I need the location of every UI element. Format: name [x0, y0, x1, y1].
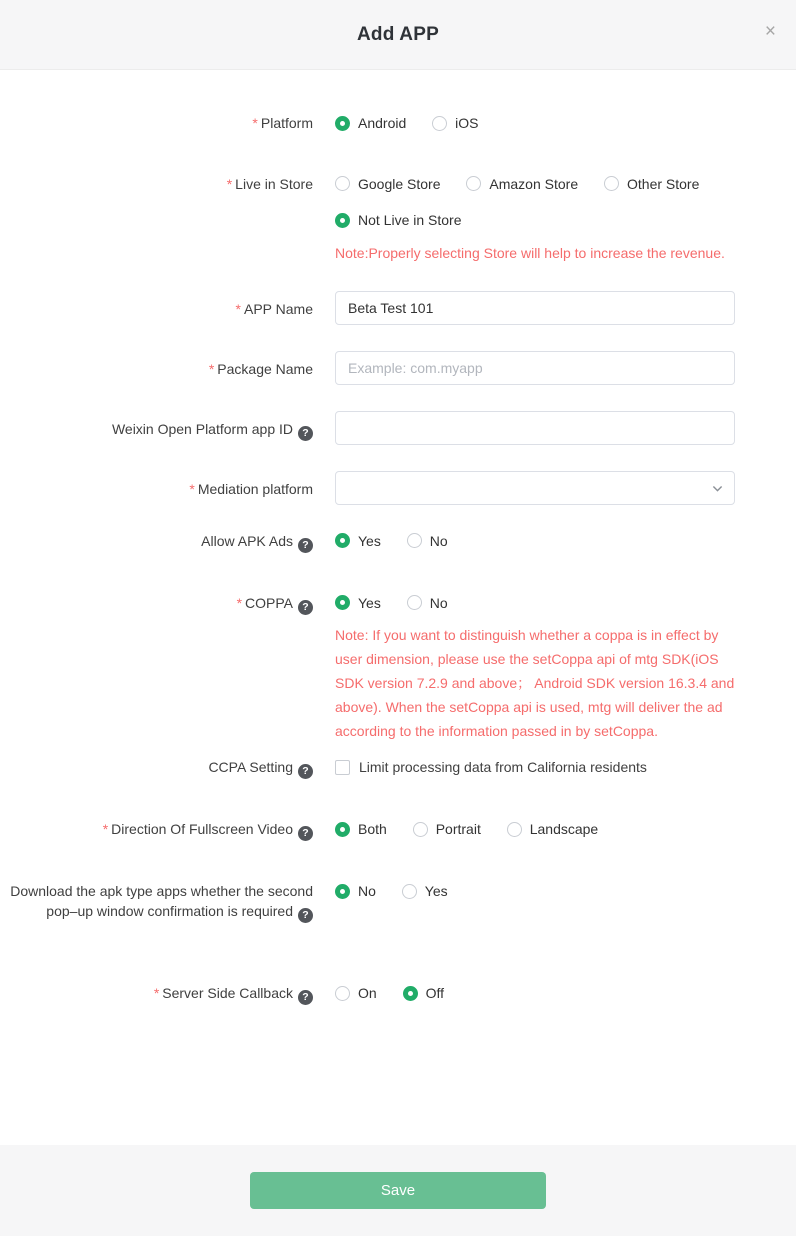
- form-row-weixin-app-id: [0, 411, 796, 445]
- required-asterisk: *: [226, 175, 233, 192]
- radio-coppa-yes[interactable]: [335, 593, 381, 613]
- radio-icon: [403, 986, 418, 1001]
- radio-icon: [335, 533, 350, 548]
- radio-ios[interactable]: [432, 113, 478, 133]
- package-name-label: [0, 351, 335, 379]
- form-row-mediation-platform: [0, 471, 796, 505]
- live-in-store-options: [335, 174, 775, 265]
- required-asterisk: *: [189, 480, 195, 497]
- required-asterisk: *: [252, 115, 258, 131]
- radio-icon: [335, 595, 350, 610]
- save-button[interactable]: Save: [250, 1172, 546, 1209]
- mediation-platform-select-value[interactable]: [335, 471, 735, 505]
- radio-icon: [402, 884, 417, 899]
- radio-not-live-in-store[interactable]: [335, 210, 462, 230]
- form-row-apk-second-popup: [0, 881, 796, 923]
- form-row-ccpa-setting: [0, 757, 796, 779]
- close-icon[interactable]: ×: [764, 21, 776, 42]
- coppa-options: [335, 593, 735, 744]
- ccpa-checkbox-label: Limit processing data from California residents: [359, 759, 647, 775]
- apk-second-popup-options: [335, 881, 775, 902]
- mediation-platform-label: [0, 471, 335, 499]
- package-name-label-text: Package Name: [217, 360, 313, 377]
- ccpa-setting-label-text: CCPA Setting: [208, 759, 293, 775]
- radio-label: Portrait: [435, 821, 481, 837]
- radio-icon: [335, 884, 350, 899]
- package-name-control: [335, 351, 735, 385]
- direction-label-text: Direction Of Fullscreen Video: [111, 821, 293, 837]
- radio-direction-landscape[interactable]: [507, 819, 599, 839]
- radio-label: Landscape: [529, 821, 599, 837]
- weixin-app-id-label: [0, 411, 335, 441]
- chevron-down-icon: [711, 482, 724, 495]
- radio-coppa-no[interactable]: [407, 593, 448, 613]
- form-row-direction-fullscreen-video: [0, 819, 796, 841]
- form-row-server-side-callback: [0, 983, 796, 1005]
- platform-label: [0, 113, 335, 133]
- coppa-label: [0, 593, 335, 615]
- radio-label: Google Store: [358, 175, 441, 192]
- help-icon[interactable]: ?: [298, 764, 313, 779]
- required-asterisk: *: [102, 821, 109, 837]
- form-row-platform: [0, 113, 796, 134]
- direction-options: [335, 819, 775, 840]
- weixin-app-id-control: [335, 411, 735, 445]
- platform-options: [335, 113, 775, 134]
- radio-label: Yes: [424, 883, 448, 899]
- radio-icon: [413, 822, 428, 837]
- dialog-body: [0, 70, 796, 1145]
- radio-other-store[interactable]: [604, 174, 699, 194]
- radio-google-store[interactable]: [335, 174, 441, 194]
- radio-icon: [335, 213, 350, 228]
- radio-icon: [335, 116, 350, 131]
- radio-apk-popup-no[interactable]: [335, 881, 376, 901]
- form-row-live-in-store: [0, 174, 796, 265]
- radio-label: Other Store: [627, 175, 700, 192]
- allow-apk-ads-label: [0, 531, 335, 553]
- dialog-title: Add APP: [357, 23, 439, 45]
- required-asterisk: *: [208, 360, 215, 377]
- radio-label: No: [429, 532, 448, 549]
- radio-label: Yes: [358, 594, 381, 611]
- checkbox-icon: [335, 760, 350, 775]
- radio-apk-popup-yes[interactable]: [402, 881, 448, 901]
- dialog-header: [0, 0, 796, 70]
- radio-callback-on[interactable]: [335, 983, 377, 1003]
- radio-label: Off: [425, 985, 444, 1001]
- dialog-footer: [0, 1145, 796, 1236]
- radio-label: Amazon Store: [489, 175, 579, 192]
- radio-label: Both: [358, 821, 387, 837]
- radio-label: No: [429, 594, 448, 611]
- not-live-row: [335, 210, 775, 231]
- required-asterisk: *: [236, 594, 243, 611]
- help-icon[interactable]: ?: [298, 826, 313, 841]
- ccpa-setting-control: [335, 757, 775, 778]
- radio-android[interactable]: [335, 113, 406, 133]
- weixin-app-id-input[interactable]: [335, 411, 735, 445]
- app-name-control: [335, 291, 735, 325]
- radio-icon: [335, 986, 350, 1001]
- radio-icon: [407, 595, 422, 610]
- ccpa-setting-label: [0, 757, 335, 779]
- allow-apk-ads-label-text: Allow APK Ads: [201, 532, 293, 549]
- mediation-platform-label-text: Mediation platform: [197, 480, 313, 497]
- radio-label: No: [358, 883, 376, 899]
- radio-direction-both[interactable]: [335, 819, 387, 839]
- help-icon[interactable]: ?: [298, 538, 313, 553]
- radio-label: Android: [358, 115, 407, 131]
- radio-icon: [466, 176, 481, 191]
- coppa-label-text: COPPA: [245, 594, 293, 611]
- radio-icon: [407, 533, 422, 548]
- radio-icon: [507, 822, 522, 837]
- app-name-input[interactable]: [335, 291, 735, 325]
- coppa-note: Note: If you want to distinguish whether a coppa is in effect by user dimension, please use the setCoppa api of mtg SDK(iOS SDK version 7.2.9 and above； Android SDK version 16.3.4 and above). When the setCoppa api is used, mtg will deliver the ad according to the information passed in by setCoppa.: [335, 627, 735, 739]
- apk-second-popup-label: [0, 881, 335, 923]
- server-side-callback-options: [335, 983, 775, 1004]
- radio-label: On: [358, 985, 377, 1001]
- apk-second-popup-label-text: Download the apk type apps whether the second pop–up window confirmation is required: [10, 883, 313, 919]
- package-name-input[interactable]: [335, 351, 735, 385]
- direction-label: [0, 819, 335, 841]
- radio-icon: [335, 176, 350, 191]
- radio-amazon-store[interactable]: [466, 174, 578, 194]
- help-icon[interactable]: ?: [298, 600, 313, 615]
- mediation-platform-select[interactable]: [335, 471, 735, 505]
- coppa-radio-row: [335, 593, 735, 614]
- platform-label-text: Platform: [260, 115, 313, 131]
- server-side-callback-label: [0, 983, 335, 1005]
- form-row-app-name: [0, 291, 796, 325]
- radio-direction-portrait[interactable]: [413, 819, 481, 839]
- help-icon[interactable]: ?: [298, 908, 313, 923]
- radio-allow-apk-yes[interactable]: [335, 531, 381, 551]
- form-row-allow-apk-ads: [0, 531, 796, 553]
- radio-icon: [604, 176, 619, 191]
- radio-label: Not Live in Store: [358, 212, 462, 228]
- radio-callback-off[interactable]: [403, 983, 444, 1003]
- allow-apk-ads-options: [335, 531, 775, 552]
- required-asterisk: *: [235, 300, 241, 317]
- weixin-app-id-label-text: Weixin Open Platform app ID: [111, 420, 293, 437]
- radio-allow-apk-no[interactable]: [407, 531, 448, 551]
- mediation-platform-control: [335, 471, 735, 505]
- app-name-label: [0, 291, 335, 319]
- live-in-store-label-text: Live in Store: [235, 175, 313, 192]
- ccpa-checkbox[interactable]: [335, 757, 647, 777]
- radio-label: Yes: [358, 532, 381, 549]
- radio-icon: [335, 822, 350, 837]
- form-row-package-name: [0, 351, 796, 385]
- live-in-store-label: [0, 174, 335, 194]
- help-icon[interactable]: ?: [298, 990, 313, 1005]
- form-row-coppa: [0, 593, 796, 744]
- radio-label: iOS: [455, 115, 479, 131]
- app-name-label-text: APP Name: [244, 300, 313, 317]
- required-asterisk: *: [153, 985, 160, 1001]
- live-in-store-note: Note:Properly selecting Store will help to increase the revenue.: [335, 244, 725, 261]
- radio-icon: [432, 116, 447, 131]
- help-icon[interactable]: ?: [298, 426, 313, 441]
- store-options-row: [335, 174, 775, 195]
- server-side-callback-label-text: Server Side Callback: [162, 985, 293, 1001]
